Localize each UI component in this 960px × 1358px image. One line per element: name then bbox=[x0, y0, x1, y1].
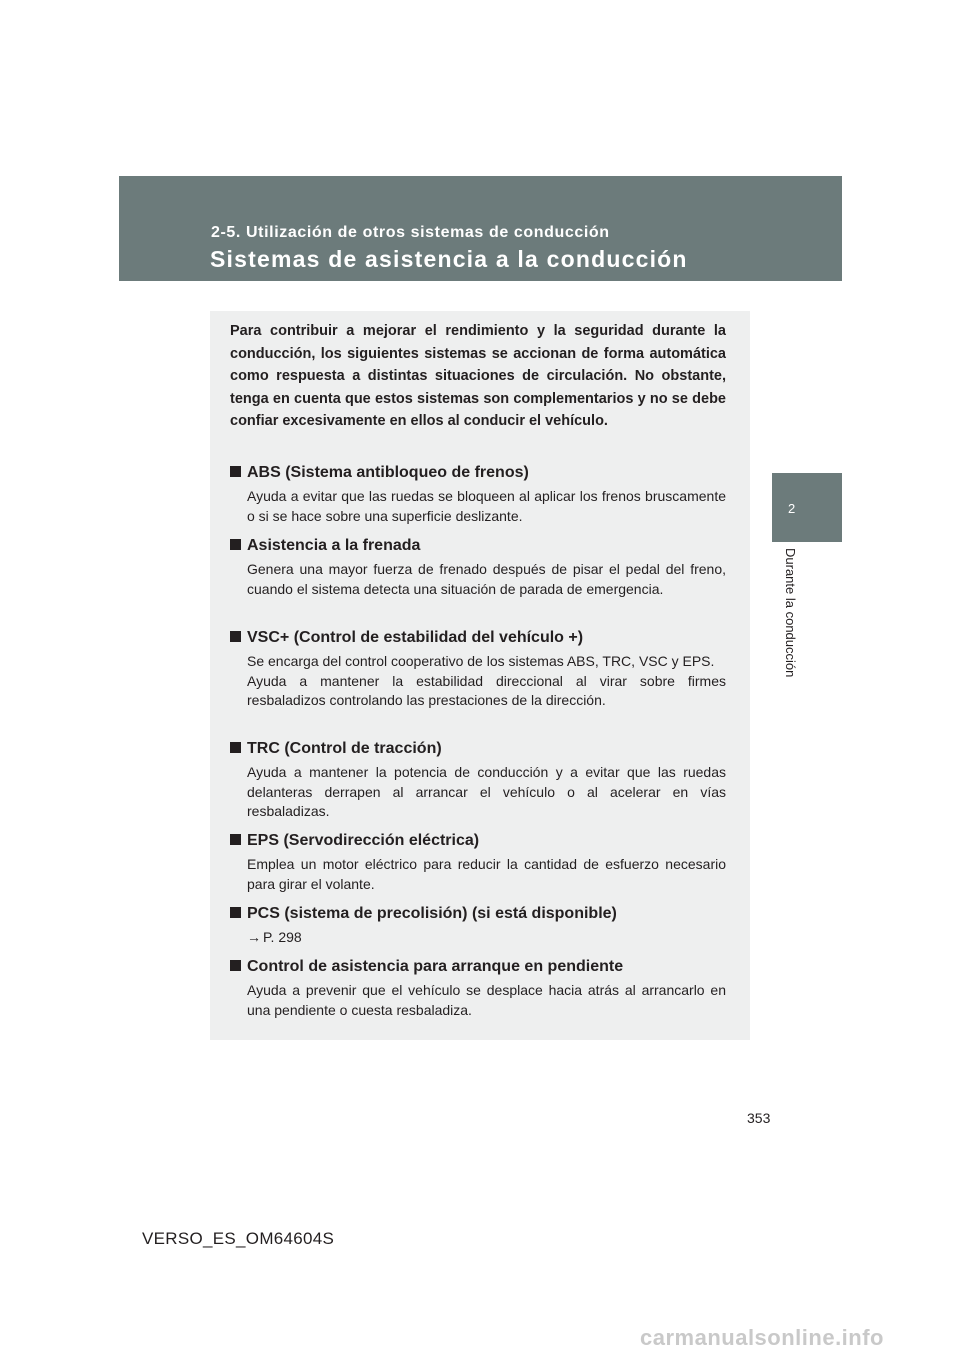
square-bullet-icon bbox=[230, 907, 241, 918]
square-bullet-icon bbox=[230, 960, 241, 971]
item-body-line: Ayuda a mantener la estabilidad direccional al virar sobre firmes resbaladizos controlando las prestaciones de la dirección. bbox=[247, 672, 726, 709]
item-heading-text: Asistencia a la frenada bbox=[247, 537, 421, 554]
item-brake-assist bbox=[230, 536, 726, 599]
item-heading-text: PCS (sistema de precolisión) (si está disponible) bbox=[247, 905, 617, 922]
item-abs bbox=[230, 463, 726, 526]
item-heading bbox=[230, 536, 726, 556]
item-body: Emplea un motor eléctrico para reducir la cantidad de esfuerzo necesario para girar el volante. bbox=[247, 856, 726, 892]
chapter-tab[interactable] bbox=[772, 473, 842, 542]
item-heading-text: VSC+ (Control de estabilidad del vehículo +) bbox=[247, 629, 584, 646]
item-heading bbox=[230, 739, 726, 759]
item-heading bbox=[230, 957, 726, 977]
item-heading bbox=[230, 904, 726, 924]
page-number: 353 bbox=[747, 1110, 771, 1126]
item-heading bbox=[230, 628, 726, 648]
item-heading-text: EPS (Servodirección eléctrica) bbox=[247, 832, 480, 849]
watermark: carmanualsonline.info bbox=[640, 1325, 884, 1350]
intro-paragraph: Para contribuir a mejorar el rendimiento y la seguridad durante la conducción, los siguientes sistemas se accionan de forma automática como respuesta a distintas situaciones de circulación. No obstante, tenga en cuenta que estos sistemas son complementarios y no se debe confiar excesivamente en ellos al conducir el vehículo. bbox=[230, 323, 726, 430]
chapter-label-container bbox=[783, 548, 807, 698]
arrow-right-icon: → bbox=[247, 929, 261, 945]
item-body bbox=[247, 928, 726, 948]
item-body: Genera una mayor fuerza de frenado después de pisar el pedal del freno, cuando el sistema detecta una situación de parada de emergencia. bbox=[247, 561, 726, 597]
item-body: Ayuda a prevenir que el vehículo se desplace hacia atrás al arrancarlo en una pendiente o cuesta resbaladiza. bbox=[247, 982, 726, 1018]
document-code: VERSO_ES_OM64604S bbox=[142, 1229, 335, 1248]
page-title: Sistemas de asistencia a la conducción bbox=[210, 246, 688, 272]
item-pcs bbox=[230, 904, 726, 948]
section-label: 2-5. Utilización de otros sistemas de conducción bbox=[211, 224, 610, 241]
square-bullet-icon bbox=[230, 742, 241, 753]
page-reference-link[interactable]: P. 298 bbox=[263, 929, 302, 945]
item-heading-text: ABS (Sistema antibloqueo de frenos) bbox=[247, 464, 529, 481]
square-bullet-icon bbox=[230, 466, 241, 477]
square-bullet-icon bbox=[230, 631, 241, 642]
item-eps bbox=[230, 831, 726, 894]
item-hill-start bbox=[230, 957, 726, 1020]
square-bullet-icon bbox=[230, 539, 241, 550]
square-bullet-icon bbox=[230, 834, 241, 845]
content-box bbox=[210, 311, 750, 1040]
item-heading bbox=[230, 831, 726, 851]
item-vsc bbox=[230, 628, 726, 711]
item-trc bbox=[230, 739, 726, 822]
item-heading bbox=[230, 463, 726, 483]
item-body-line: Se encarga del control cooperativo de los sistemas ABS, TRC, VSC y EPS. bbox=[247, 653, 715, 669]
chapter-label: Durante la conducción bbox=[783, 548, 798, 678]
item-heading-text: TRC (Control de tracción) bbox=[247, 740, 442, 757]
item-body: Ayuda a mantener la potencia de conducción y a evitar que las ruedas delanteras derrapen al arrancar el vehículo o al acelerar en vías resbaladizas. bbox=[247, 764, 726, 820]
item-heading-text: Control de asistencia para arranque en pendiente bbox=[247, 958, 624, 975]
chapter-number: 2 bbox=[788, 501, 796, 516]
item-body: Ayuda a evitar que las ruedas se bloqueen al aplicar los frenos bruscamente o si se hace sobre una superficie deslizante. bbox=[247, 488, 726, 524]
item-body bbox=[247, 652, 726, 711]
